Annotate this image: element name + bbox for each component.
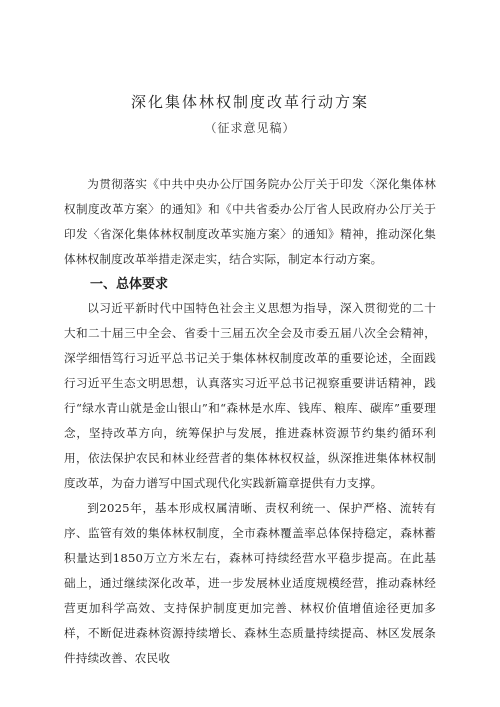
document-title: 深化集体林权制度改革行动方案 (130, 93, 369, 111)
intro-paragraph: 为贯彻落实《中共中央办公厅国务院办公厅关于印发〈深化集体林权制度改革方案〉的通知》和《中共省委办公厅省人民政府办公厅关于印发〈省深化集体林权制度改革实施方案〉的通知》精神，推动深化集体林权制度改革举措走深走实，结合实际，制定本行动方案。 (64, 177, 436, 266)
section-heading-general-requirements: 一、总体要求 (90, 277, 169, 292)
document-subtitle: （征求意见稿） (204, 121, 296, 135)
section1-paragraph-guiding-principles: 以习近平新时代中国特色社会主义思想为指导，深入贯彻党的二十大和二十届三中全会、省委十三届五次全会及市委五届八次全会精神，深学细悟笃行习近平总书记关于集体林权制度改革的重要论述，全面践行习近平生态文明思想，认真落实习近平总书记视察重要讲话精神，践行“绿水青山就是金山银山”和“森林是水库、钱库、粮库、碳库”重要理念，坚持改革方向，统筹保护与发展，推进森林资源节约集约循环利用，依法保护农民和林业经营者的集体林权权益，纵深推进集体林权制度改革，为奋力谱写中国式现代化实践新篇章提供有力支撑。 (64, 301, 436, 490)
section1-paragraph-goals: 到2025年，基本形成权属清晰、责权利统一、保护严格、流转有序、监管有效的集体林权制度，全市森林覆盖率总体保持稳定，森林蓄积量达到1850万立方米左右，森林可持续经营水平稳步提高。在此基础上，通过继续深化改革，进一步发展林业适度规模经营，推动森林经营更加科学高效、支持保护制度更加完善、林权价值增值途径更加多样，不断促进森林资源持续增长、森林生态质量持续提高、林区发展条件持续改善、农民收 (64, 501, 436, 665)
